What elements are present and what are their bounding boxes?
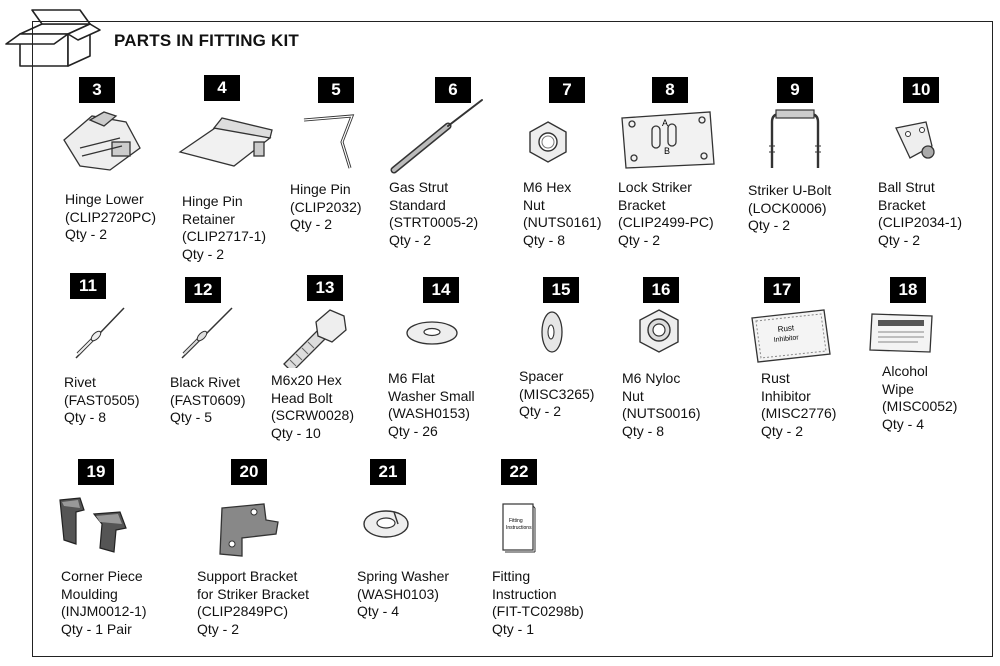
- u-bolt-icon: [758, 108, 830, 172]
- fitting-instruction-icon: [500, 500, 536, 554]
- part-number: 15: [543, 277, 579, 303]
- hinge-pin-icon: [298, 112, 364, 178]
- part-number: 19: [78, 459, 114, 485]
- part-number: 5: [318, 77, 354, 103]
- part-number: 21: [370, 459, 406, 485]
- ball-strut-bracket-icon: [892, 118, 944, 166]
- part-number: 10: [903, 77, 939, 103]
- corner-moulding-icon: [54, 494, 132, 556]
- part-label: Corner Piece Moulding (INJM0012-1) Qty - 1 Pair: [61, 568, 147, 637]
- part-number: 9: [777, 77, 813, 103]
- hinge-lower-icon: [60, 108, 146, 178]
- spring-washer-icon: [360, 506, 412, 542]
- part-label: Lock Striker Bracket (CLIP2499-PC) Qty - 2: [618, 179, 714, 248]
- part-label: Rust Inhibitor (MISC2776) Qty - 2: [761, 370, 837, 439]
- part-number: 8: [652, 77, 688, 103]
- part-number: 3: [79, 77, 115, 103]
- part-number: 20: [231, 459, 267, 485]
- rivet-icon: [66, 302, 132, 366]
- part-label: Spacer (MISC3265) Qty - 2: [519, 368, 595, 419]
- lock-striker-bracket-icon: [616, 108, 716, 172]
- part-number: 12: [185, 277, 221, 303]
- part-label: M6x20 Hex Head Bolt (SCRW0028) Qty - 10: [271, 372, 354, 441]
- gas-strut-icon: [388, 96, 488, 178]
- part-label: Support Bracket for Striker Bracket (CLIP2849PC) Qty - 2: [197, 568, 310, 637]
- part-number: 4: [204, 75, 240, 101]
- part-label: Fitting Instruction (FIT-TC0298b) Qty - 1: [492, 568, 584, 637]
- hex-bolt-icon: [278, 302, 350, 368]
- svg-text:Rust: Rust: [777, 323, 795, 334]
- part-number: 17: [764, 277, 800, 303]
- part-label: Spring Washer (WASH0103) Qty - 4: [357, 568, 450, 619]
- svg-text:B: B: [664, 146, 671, 156]
- hex-nut-icon: [526, 120, 570, 164]
- nyloc-nut-icon: [636, 306, 682, 356]
- rust-inhibitor-icon: [748, 306, 832, 366]
- svg-text:Fitting: Fitting: [509, 518, 523, 524]
- page-title: PARTS IN FITTING KIT: [110, 31, 303, 51]
- part-number: 14: [423, 277, 459, 303]
- part-number: 22: [501, 459, 537, 485]
- hinge-pin-retainer-icon: [178, 112, 274, 172]
- part-label: M6 Flat Washer Small (WASH0153) Qty - 26: [388, 370, 475, 439]
- part-number: 16: [643, 277, 679, 303]
- part-label: Black Rivet (FAST0609) Qty - 5: [170, 374, 246, 425]
- part-number: 18: [890, 277, 926, 303]
- part-label: Hinge Lower (CLIP2720PC) Qty - 2: [65, 191, 157, 242]
- part-number: 6: [435, 77, 471, 103]
- part-label: Hinge Pin (CLIP2032) Qty - 2: [290, 181, 362, 232]
- part-label: Gas Strut Standard (STRT0005-2) Qty - 2: [389, 179, 479, 248]
- part-label: M6 Nyloc Nut (NUTS0016) Qty - 8: [622, 370, 701, 439]
- spacer-icon: [538, 308, 566, 356]
- alcohol-wipe-icon: [868, 310, 938, 356]
- black-rivet-icon: [174, 302, 240, 366]
- part-number: 7: [549, 77, 585, 103]
- svg-text:A: A: [662, 118, 669, 128]
- part-number: 13: [307, 275, 343, 301]
- part-label: M6 Hex Nut (NUTS0161) Qty - 8: [523, 179, 602, 248]
- part-number: 11: [70, 273, 106, 299]
- part-label: Rivet (FAST0505) Qty - 8: [64, 374, 140, 425]
- support-bracket-icon: [212, 500, 284, 562]
- part-label: Alcohol Wipe (MISC0052) Qty - 4: [882, 363, 958, 432]
- part-label: Striker U-Bolt (LOCK0006) Qty - 2: [748, 182, 832, 233]
- svg-text:Inhibitor: Inhibitor: [773, 334, 799, 344]
- part-label: Hinge Pin Retainer (CLIP2717-1) Qty - 2: [182, 193, 267, 262]
- svg-text:Instructions: Instructions: [506, 525, 532, 531]
- part-label: Ball Strut Bracket (CLIP2034-1) Qty - 2: [878, 179, 963, 248]
- flat-washer-icon: [404, 318, 460, 348]
